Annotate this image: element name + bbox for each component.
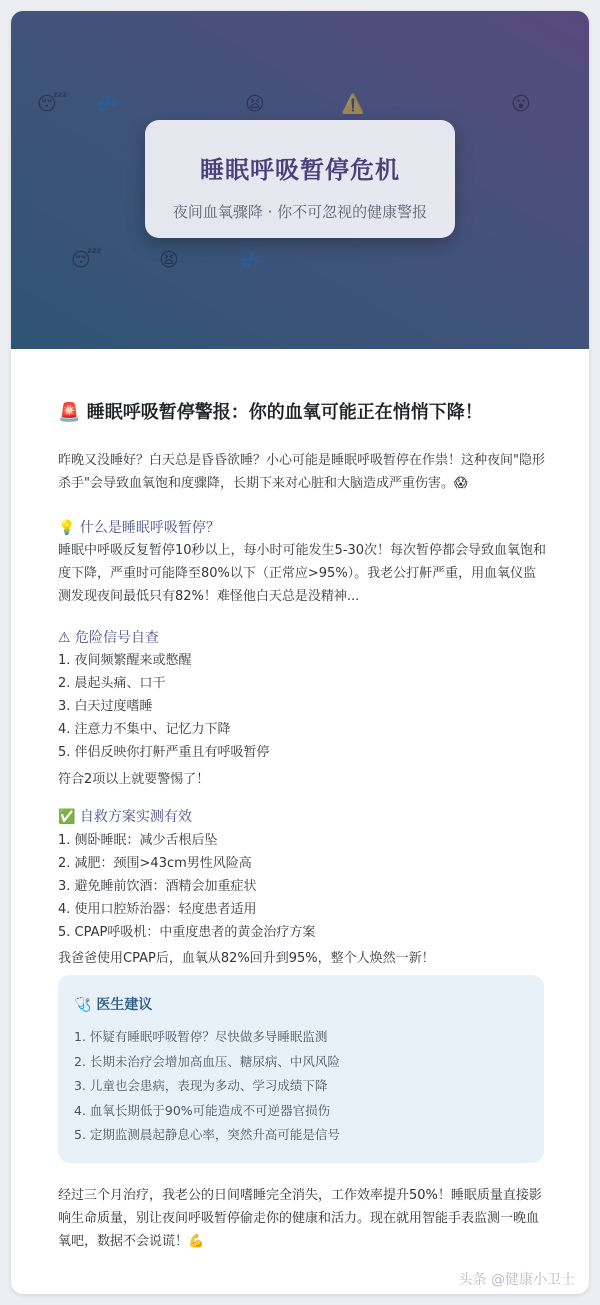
hero-subtitle: 夜间血氧骤降 · 你不可忽视的健康警报 [172, 203, 428, 221]
article-title-text: 睡眠呼吸暂停警报：你的血氧可能正在悄悄下降！ [86, 402, 483, 423]
list-item: 3. 儿童也会患病，表现为多动、学习成绩下降 [74, 1078, 328, 1093]
lightbulb-icon: 💡 [58, 520, 76, 536]
section-heading-text: 自救方案实测有效 [79, 809, 192, 825]
warning-icon: ⚠ [58, 630, 71, 646]
list-item: 3. 白天过度嗜睡 [58, 699, 153, 714]
list-item: 5. 伴侣反映你打鼾严重且有呼吸暂停 [58, 745, 270, 760]
weary-face-icon: 😫 [245, 93, 265, 115]
list-item: 2. 减肥：颈围>43cm男性风险高 [58, 856, 252, 871]
article-title [58, 398, 483, 424]
section-heading-text: 危险信号自查 [75, 630, 160, 646]
check-mark-icon: ✅ [58, 809, 76, 825]
list-item: 5. CPAP呼吸机：中重度患者的黄金治疗方案 [58, 925, 316, 940]
source-watermark: 头条 @健康小卫士 [458, 1272, 575, 1288]
intro-paragraph: 昨晚又没睡好？白天总是昏昏欲睡？小心可能是睡眠呼吸暂停在作祟！这种夜间"隐形杀手"会导致血氧饱和度骤降，长期下来对心脏和大脑造成严重伤害。😱 [58, 453, 545, 491]
doctor-advice-list [74, 1025, 340, 1148]
warning-icon: ⚠️ [341, 93, 365, 115]
list-item: 5. 定期监测晨起静息心率，突然升高可能是信号 [74, 1127, 340, 1142]
zzz-icon: 💤 [95, 93, 119, 115]
section-heading-solutions [58, 806, 192, 826]
list-item: 4. 血氧长期低于90%可能造成不可逆器官损伤 [74, 1102, 331, 1118]
list-item: 3. 避免睡前饮酒：酒精会加重症状 [58, 879, 257, 894]
section-heading-what [58, 517, 220, 537]
doctor-advice-heading [74, 994, 152, 1014]
closing-paragraph: 经过三个月治疗，我老公的日间嗜睡完全消失，工作效率提升50%！睡眠质量直接影响生命质量，别让夜间呼吸暂停偷走你的健康和活力。现在就用智能手表监测一晚血氧吧，数据不会说谎！💪 [58, 1188, 542, 1249]
solutions-list [58, 829, 315, 944]
list-item: 1. 侧卧睡眠：减少舌根后坠 [58, 833, 218, 848]
siren-icon: 🚨 [58, 402, 81, 423]
sleeping-face-icon: 😴 [37, 93, 68, 115]
section-heading-danger [58, 627, 159, 647]
section-heading-text: 什么是睡眠呼吸暂停？ [79, 520, 220, 536]
hero-title-box [145, 120, 455, 238]
surprised-face-icon: 😮 [511, 93, 531, 115]
list-item: 1. 夜间频繁醒来或憋醒 [58, 653, 192, 668]
list-item: 2. 长期未治疗会增加高血压、糖尿病、中风风险 [74, 1053, 340, 1069]
hero-title: 睡眠呼吸暂停危机 [200, 156, 400, 184]
decorative-emoji-row [11, 89, 589, 119]
list-item: 2. 晨起头痛、口干 [58, 676, 166, 691]
article-card [11, 11, 589, 1294]
list-item: 4. 注意力不集中、记忆力下降 [58, 722, 231, 737]
sleeping-face-icon: 😴 [71, 249, 102, 271]
danger-signal-list [58, 649, 270, 764]
zzz-icon: 💤 [239, 249, 263, 271]
solutions-note: 我爸爸使用CPAP后，血氧从82%回升到95%，整个人焕然一新！ [58, 951, 435, 966]
list-item: 4. 使用口腔矫治器：轻度患者适用 [58, 902, 257, 917]
doctor-advice-heading-text: 医生建议 [96, 997, 153, 1013]
danger-note: 符合2项以上就要警惕了！ [58, 772, 210, 787]
doctor-advice-box [58, 975, 544, 1163]
stethoscope-icon: 🩺 [74, 997, 92, 1013]
decorative-emoji-row [11, 245, 589, 275]
list-item: 1. 怀疑有睡眠呼吸暂停？尽快做多导睡眠监测 [74, 1029, 328, 1044]
hero-banner [11, 11, 589, 349]
what-paragraph: 睡眠中呼吸反复暂停10秒以上，每小时可能发生5-30次！每次暂停都会导致血氧饱和度下降，严重时可能降至80%以下（正常应>95%）。我老公打鼾严重，用血氧仪监测发现夜间最低只有82%！难怪他白天总是没精神... [58, 543, 547, 604]
weary-face-icon: 😫 [159, 249, 179, 271]
